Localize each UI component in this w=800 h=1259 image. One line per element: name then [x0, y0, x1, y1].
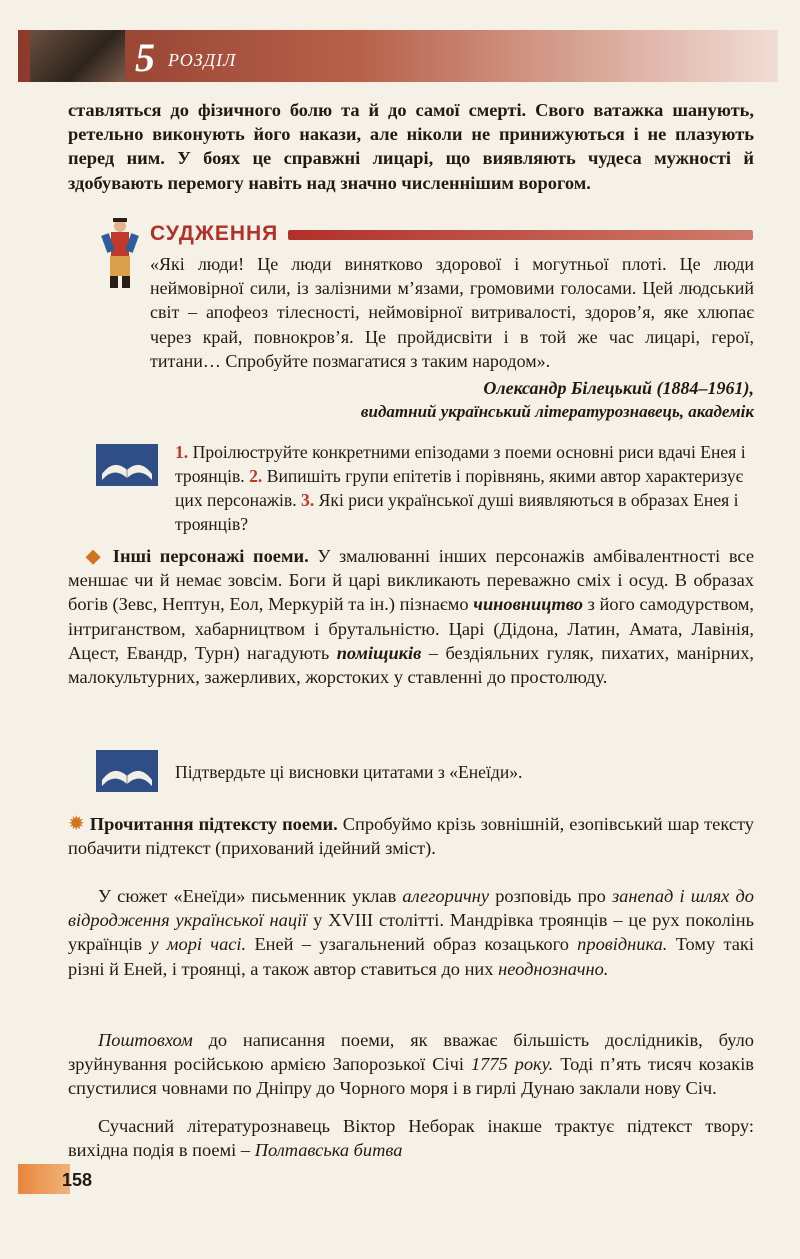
emphasis-text: у морі часі. [150, 934, 247, 955]
task-text: Які риси української душі виявляються в образах Енея і троянців? [175, 490, 739, 534]
paragraph-text: Еней – узагальнений образ козацького [254, 934, 569, 955]
paragraph-text: з його самодурством, інтриганством, хабарництвом і брутальністю. Царі (Дідона, Латин, Амата, Лавінія, Ацест, Евандр, Турн) нагадують [68, 594, 754, 663]
open-book-icon [96, 444, 158, 486]
header-illustration [30, 30, 125, 82]
flower-bullet-icon: ✹ [68, 813, 85, 835]
chapter-header-bar [18, 30, 778, 82]
allegory-paragraph [68, 884, 754, 981]
diamond-bullet-icon: ◆ [86, 546, 105, 566]
emphasis-text: поміщиків [336, 642, 422, 663]
chapter-word: РОЗДІЛ [168, 50, 237, 70]
paragraph-text: – бездіяльних гуляк, пихатих, манірних, малокультурних, зажерливих, жорстоких у ставленні до простолюду. [68, 642, 755, 688]
quote-author: Олександр Білецький (1884–1961), [483, 378, 754, 398]
paragraph-text: у XVIII столітті. Мандрівка троянців – це рух поколінь українців [68, 910, 754, 955]
emphasis-text: алегоричну [402, 886, 490, 906]
emphasis-text: Поштовхом [98, 1030, 193, 1050]
task-number: 2. [249, 466, 263, 486]
task-number: 1. [175, 442, 189, 462]
emphasis-text: неоднозначно. [498, 958, 609, 979]
quote-author-title: видатний український літературознавець, академік [360, 402, 754, 421]
paragraph-text: У змалюванні інших персонажів амбівалентності все меншає чи й немає зовсім. Боги й царі викликають переважно сміх і осуд. В образах богів (Зевс, Нептун, Еол, Меркурій та ін.) пізнаємо [68, 546, 754, 615]
judgment-quote: «Які люди! Це люди винятково здорової і могутньої плоті. Це люди неймовірної сили, із залізними м’язами, громовими голосами. Цей людський світ – апофеоз тілесності, неймовірної витривалості, здоров’я, яке хлюпає через край, повнокров’я. Це пройдисвіти і в той же час лицарі, герої, титани… Спробуйте позмагатися з таким народом». [150, 254, 754, 371]
paragraph-text: У сюжет «Енеїди» письменник уклав [98, 886, 397, 906]
task-text: Випишіть групи епітетів і порівнянь, якими автор характеризує цих персонажів. [175, 466, 744, 510]
paragraph-text: розповідь про [495, 886, 606, 906]
emphasis-text: чиновництво [473, 594, 583, 615]
emphasis-text: Полтавська битва [254, 1140, 403, 1161]
open-book-icon [96, 750, 158, 792]
paragraph-text: Тоді п’ять тисяч козаків спустилися човнами по Дніпру до Чорного моря і в гирлі Дунаю заклали нову Січ. [68, 1054, 754, 1099]
paragraph-text: Тому такі різні й Еней, і троянці, а також автор ставиться до них [68, 934, 754, 979]
task-text: Проілюструйте конкретними епізодами з поеми основні риси вдачі Енея і троянців. [175, 442, 746, 486]
intro-paragraph: ставляться до фізичного болю та й до самої смерті. Свого ватажка шанують, ретельно виконують його накази, але ніколи не принижуються і не плазують перед ним. У боях це справжні лицарі, що виявляють чудеса мужності й здобувають перемогу навіть над значно численнішим ворогом. [68, 100, 754, 193]
page-number: 158 [62, 1170, 93, 1190]
cossack-icon [96, 218, 140, 290]
task-number: 3. [301, 490, 315, 510]
task-block-2: Підтвердьте ці висновки цитатами з «Енеїди». [175, 762, 523, 782]
paragraph-text: до написання поеми, як вважає більшість дослідників, було зруйнування російською армією Запорозької Січі [68, 1030, 754, 1075]
judgment-heading: СУДЖЕННЯ [150, 222, 279, 245]
task-block-1 [175, 440, 755, 536]
subtext-lead-paragraph [68, 812, 754, 860]
section-title: Прочитання підтексту поеми. [89, 814, 338, 834]
emphasis-text: провідника. [577, 934, 668, 955]
heading-divider [288, 230, 753, 240]
emphasis-text: занепад і шлях до відродження української нації [68, 886, 754, 931]
other-characters-paragraph [68, 544, 754, 689]
chapter-number: 5 [135, 35, 155, 80]
paragraph-text: Спробуймо крізь зовнішній, езопівський шар тексту побачити підтекст (прихований ідейний зміст). [68, 814, 754, 859]
impulse-paragraph [68, 1028, 754, 1101]
section-title: Інші персонажі поеми. [112, 546, 309, 566]
neborak-paragraph [68, 1114, 754, 1162]
emphasis-text: 1775 року. [470, 1054, 554, 1075]
paragraph-text: Сучасний літературознавець Віктор Неборак інакше трактує підтекст твору: вихідна подія в поемі – [68, 1116, 754, 1161]
